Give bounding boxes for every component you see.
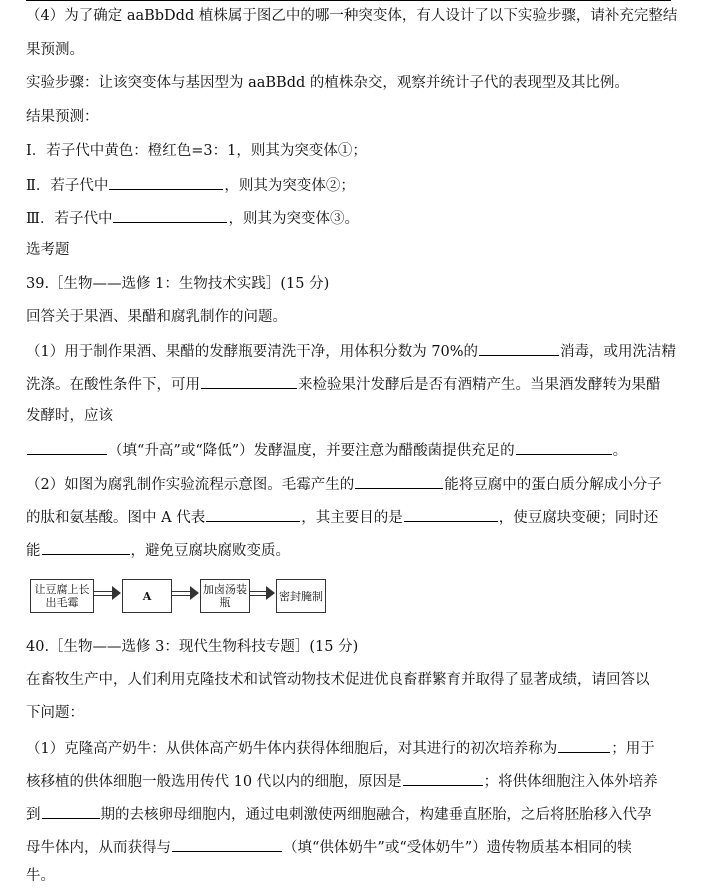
arrow-icon bbox=[266, 586, 275, 600]
q40-intro-1: 在畜牧生产中，人们利用克隆技术和试管动物技术促进优良畜群繁育并取得了显著成绩，请回答以 bbox=[26, 672, 650, 688]
flow-step-3: 加卤汤装瓶 bbox=[200, 579, 250, 613]
flow-step-a: A bbox=[122, 579, 172, 613]
tofu-process-flowchart bbox=[30, 575, 330, 615]
q39-1-line-2: 洗涤。在酸性条件下，可用 来检验果汁发酵后是否有酒精产生。当果酒发酵转为果醋 bbox=[26, 373, 661, 395]
q40-1-line-2: 核移植的供体细胞一般选用传代 10 代以内的细胞，原因是 ；将供体细胞注入体外培养 bbox=[26, 770, 658, 792]
prediction-1: Ⅰ．若子代中黄色：橙红色=3：1，则其为突变体①； bbox=[26, 143, 367, 159]
answer-blank[interactable] bbox=[42, 539, 130, 555]
q39-1-line-3: 发酵时，应该 bbox=[26, 408, 113, 424]
answer-blank[interactable] bbox=[109, 174, 223, 190]
q40-1-line-4: 母牛体内，从而获得与 （填“供体奶牛”或“受体奶牛”）遗传物质基本相同的犊 bbox=[26, 836, 632, 858]
answer-blank[interactable] bbox=[404, 506, 498, 522]
prediction-title: 结果预测： bbox=[26, 109, 99, 125]
q4-line-1: （4）为了确定 aaBbDdd 植株属于图乙中的哪一种突变体，有人设计了以下实验步骤，请补充完整结 bbox=[26, 8, 678, 24]
answer-blank[interactable] bbox=[206, 506, 300, 522]
answer-blank[interactable] bbox=[479, 340, 559, 356]
elective-heading: 选考题 bbox=[26, 242, 70, 258]
q39-1-line-1: （1）用于制作果酒、果醋的发酵瓶要清洗干净，用体积分数为 70%的 消毒，或用洗洁精 bbox=[26, 340, 676, 362]
flow-step-1: 让豆腐上长出毛霉 bbox=[30, 579, 94, 613]
q4-line-2: 果预测。 bbox=[26, 42, 84, 58]
answer-blank[interactable] bbox=[42, 803, 100, 819]
q40-1-line-3: 到 期的去核卵母细胞内，通过电刺激使两细胞融合，构建垂直胚胎，之后将胚胎移入代孕 bbox=[26, 803, 652, 825]
answer-blank[interactable] bbox=[113, 207, 227, 223]
answer-blank[interactable] bbox=[172, 836, 282, 852]
q39-2-line-3: 能 ，避免豆腐块腐败变质。 bbox=[26, 539, 290, 561]
answer-blank[interactable] bbox=[355, 473, 443, 489]
flow-step-4: 密封腌制 bbox=[276, 579, 326, 613]
q39-2-line-1: （2）如图为腐乳制作实验流程示意图。毛霉产生的 能将豆腐中的蛋白质分解成小分子 bbox=[26, 473, 662, 495]
answer-blank[interactable] bbox=[201, 373, 297, 389]
q39-intro: 回答关于果酒、果醋和腐乳制作的问题。 bbox=[26, 309, 287, 325]
prediction-2: Ⅱ．若子代中 ，则其为突变体②； bbox=[26, 174, 355, 196]
q40-title: 40.［生物——选修 3：现代生物科技专题］(15 分) bbox=[26, 639, 359, 655]
answer-blank[interactable] bbox=[558, 737, 610, 753]
answer-blank[interactable] bbox=[27, 439, 107, 455]
answer-blank[interactable] bbox=[403, 770, 483, 786]
q40-1-line-5: 牛。 bbox=[26, 868, 55, 884]
q39-1-line-4: （填“升高”或“降低”）发酵温度，并要注意为醋酸菌提供充足的 。 bbox=[26, 439, 627, 461]
prediction-3: Ⅲ．若子代中 ，则其为突变体③。 bbox=[26, 207, 359, 229]
q40-1-line-1: （1）克隆高产奶牛：从供体高产奶牛体内获得体细胞后，对其进行的初次培养称为 ；用于 bbox=[26, 737, 655, 759]
answer-blank[interactable] bbox=[516, 439, 612, 455]
arrow-icon bbox=[190, 586, 199, 600]
q40-intro-2: 下问题： bbox=[26, 705, 84, 721]
experiment-step: 实验步骤：让该突变体与基因型为 aaBBdd 的植株杂交，观察并统计子代的表现型及其比例。 bbox=[26, 75, 629, 91]
arrow-icon bbox=[112, 586, 121, 600]
q39-title: 39.［生物——选修 1：生物技术实践］(15 分) bbox=[26, 276, 330, 292]
top-rule bbox=[26, 0, 671, 1]
q39-2-line-2: 的肽和氨基酸。图中 A 代表 ，其主要目的是 ，使豆腐块变硬；同时还 bbox=[26, 506, 658, 528]
